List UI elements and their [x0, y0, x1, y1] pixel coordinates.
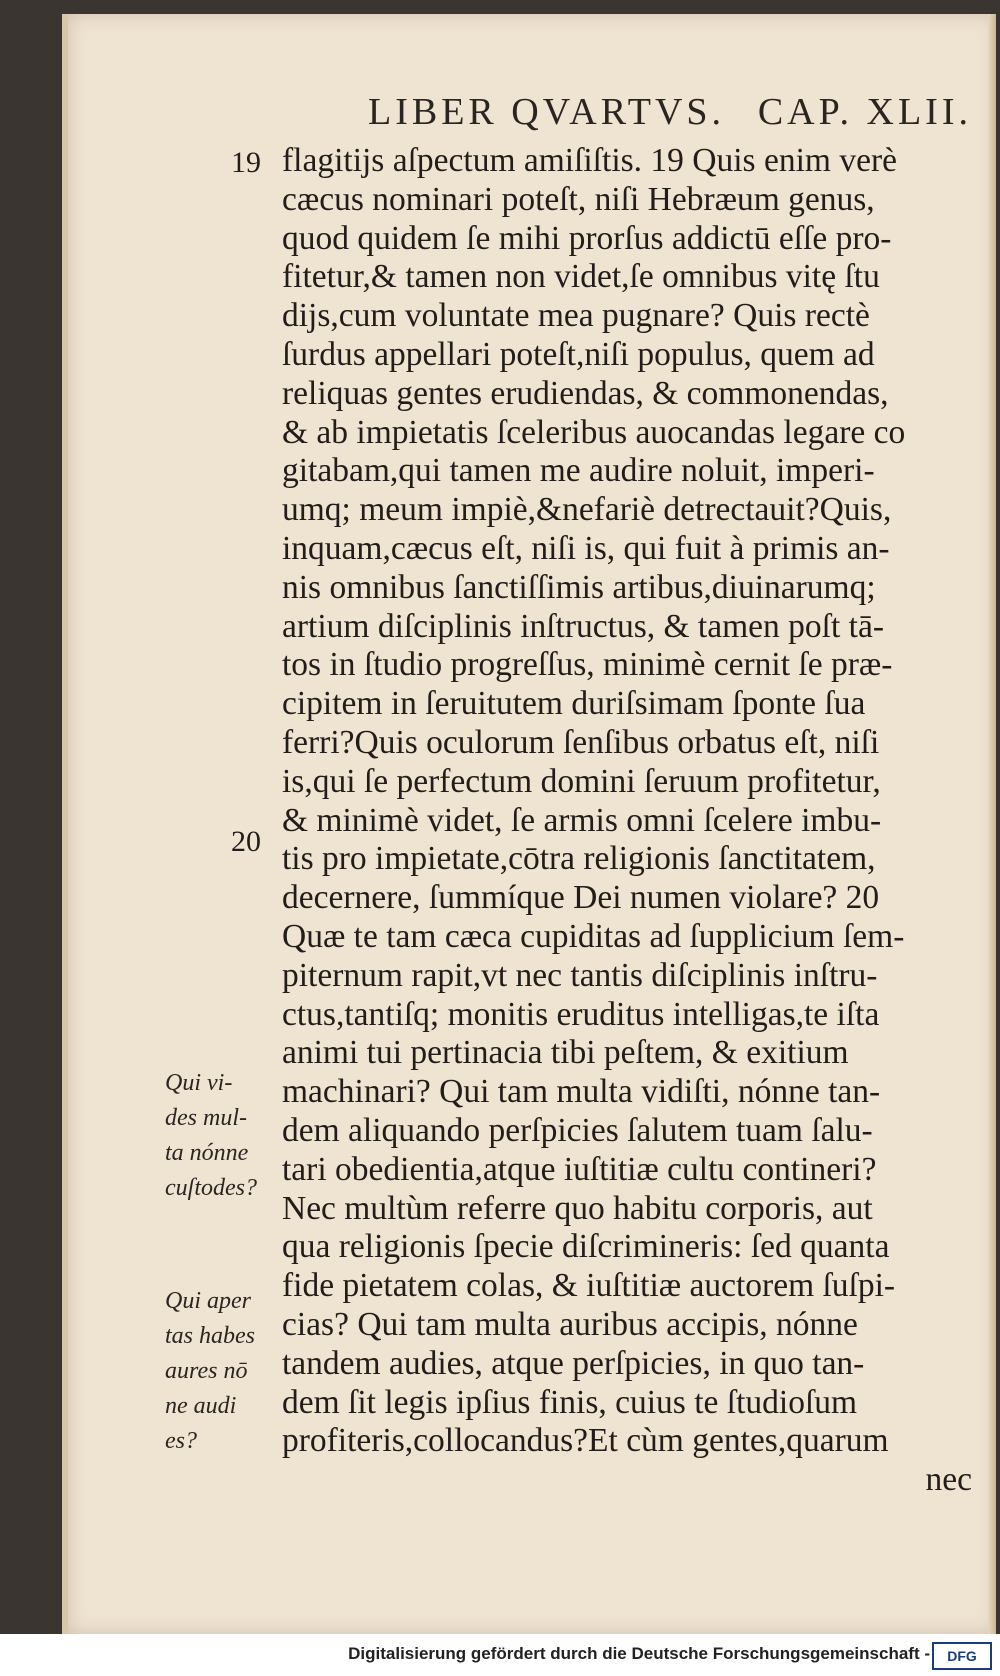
text-line: & minimè videt, ſe armis omni ſcelere imbu- [282, 801, 882, 839]
text-line: decernere, ſummíque Dei numen violare? 20 [282, 879, 880, 917]
book-page [62, 14, 996, 1634]
text-line: quod quidem ſe mihi prorſus addictū eſſe pro- [282, 219, 892, 257]
text-line: is,qui ſe perfectum domini ſeruum profitetur, [282, 762, 881, 800]
text-line: piternum rapit,vt nec tantis diſciplinis inſtru- [282, 956, 878, 994]
text-line: animi tui pertinacia tibi peſtem, & exitium [282, 1034, 849, 1072]
text-line: tis pro impietate,cōtra religionis ſanctitatem, [282, 840, 876, 878]
margin-note-line: cuſtodes? [165, 1175, 257, 1201]
margin-note-line: aures nō [165, 1358, 248, 1384]
text-line: ferri?Quis oculorum ſenſibus orbatus eſt, niſi [282, 723, 880, 761]
text-line: tos in ſtudio progreſſus, minimè cernit ſe præ- [282, 646, 893, 684]
text-line: artium diſciplinis inſtructus, & tamen poſt tā- [282, 607, 884, 645]
text-line: cipitem in ſeruitutem duriſsimam ſponte ſua [282, 685, 866, 723]
text-line: cæcus nominari poteſt, niſi Hebræum genus, [282, 180, 875, 218]
footer-bar [0, 1634, 1000, 1676]
chapter-number: CAP. XLII. [757, 91, 972, 133]
margin-note-line: tas habes [165, 1323, 255, 1349]
margin-note-line: ta nónne [165, 1140, 249, 1166]
margin-note [165, 1284, 295, 1459]
text-line: machinari? Qui tam multa vidiſti, nónne tan- [282, 1073, 881, 1111]
text-line: reliquas gentes erudiendas, & commonendas, [282, 374, 889, 412]
text-line: dijs,cum voluntate mea pugnare? Quis rectè [282, 297, 870, 335]
catchword: nec [925, 1461, 972, 1499]
text-line: dem ſit legis ipſius finis, cuius te ſtudioſum [282, 1383, 858, 1421]
text-line: tandem audies, atque perſpicies, in quo tan- [282, 1344, 865, 1382]
text-line: gitabam,qui tamen me audire noluit, imperi- [282, 452, 875, 490]
verse-number-19: 19 [231, 146, 261, 179]
text-line: qua religionis ſpecie diſcrimineris: ſed quanta [282, 1228, 890, 1266]
page-edge [988, 14, 996, 1634]
text-line: Quæ te tam cæca cupiditas ad ſupplicium ſem- [282, 917, 905, 955]
margin-note-line: Qui vi- [165, 1070, 233, 1096]
dfg-logo-icon: DFG [932, 1642, 992, 1670]
text-line: dem aliquando perſpicies ſalutem tuam ſalu- [282, 1111, 873, 1149]
body-text [282, 142, 972, 1500]
text-line: cias? Qui tam multa auribus accipis, nónne [282, 1305, 858, 1343]
text-line: inquam,cæcus eſt, niſi is, qui fuit à primis an- [282, 529, 890, 567]
text-line: flagitijs aſpectum amiſiſtis. 19 Quis enim verè [282, 142, 897, 179]
text-line: tari obedientia,atque iuſtitiæ cultu contineri? [282, 1150, 877, 1188]
text-line: fitetur,& tamen non videt,ſe omnibus vitę ſtu [282, 258, 880, 296]
margin-note-line: Qui aper [165, 1288, 251, 1314]
margin-note-line: des mul- [165, 1105, 247, 1131]
margin-note-line: es? [165, 1428, 197, 1454]
text-line: ctus,tantiſq; monitis eruditus intelligas,te iſta [282, 995, 880, 1033]
text-line: umq; meum impiè,&nefariè detrectauit?Quis, [282, 491, 892, 529]
running-title: LIBER QVARTVS. [368, 91, 726, 133]
text-line: Nec multùm referre quo habitu corporis, aut [282, 1189, 873, 1227]
text-line: profiteris,collocandus?Et cùm gentes,quarum [282, 1422, 889, 1460]
digitization-credit: Digitalisierung gefördert durch die Deutsche Forschungsgemeinschaft - [348, 1644, 930, 1663]
running-header [368, 90, 972, 146]
text-line: fide pietatem colas, & iuſtitiæ auctorem ſuſpi- [282, 1267, 896, 1305]
margin-note [165, 1066, 295, 1206]
verse-number-20: 20 [231, 825, 261, 858]
text-line: nis omnibus ſanctiſſimis artibus,diuinarumq; [282, 568, 876, 606]
text-line: ſurdus appellari poteſt,niſi populus, quem ad [282, 335, 875, 373]
margin-note-line: ne audi [165, 1393, 237, 1419]
text-line: & ab impietatis ſceleribus auocandas legare co [282, 413, 906, 451]
